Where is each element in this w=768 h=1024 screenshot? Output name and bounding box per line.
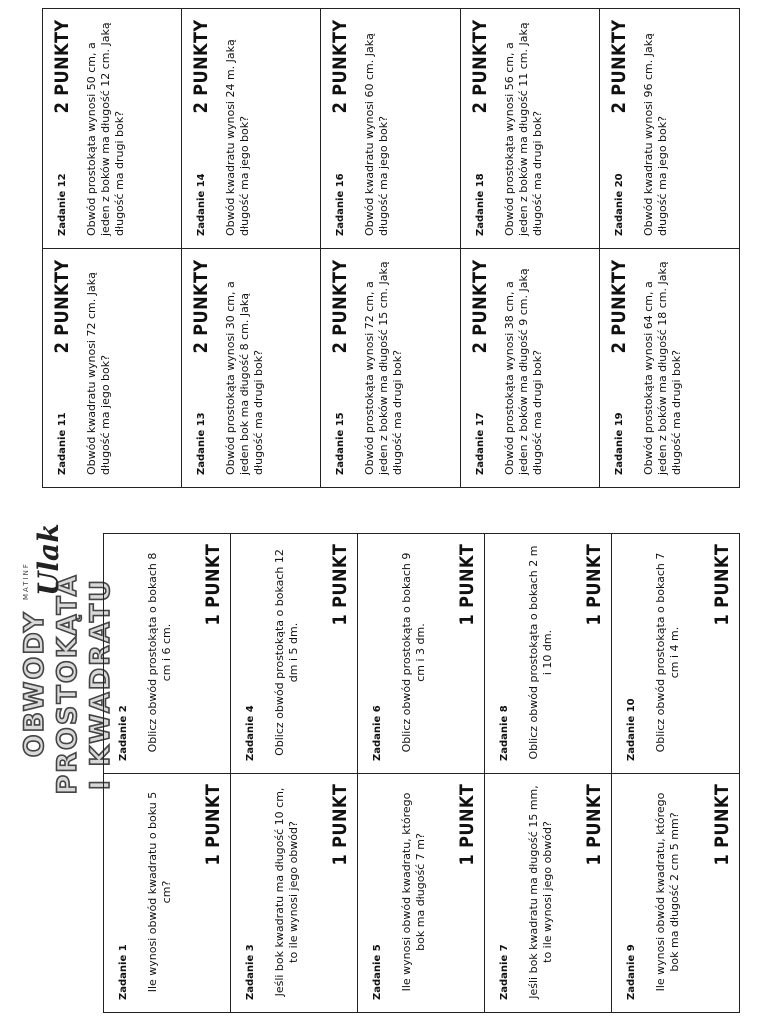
task-header: [190, 19, 214, 236]
task-cell: [43, 9, 182, 248]
task-question: Obwód kwadratu wynosi 72 cm. Jaką długość ma jego bok?: [85, 272, 112, 475]
task-cell: [485, 534, 612, 773]
task-cell: [321, 248, 460, 487]
task-label: Zadanie 11: [57, 412, 68, 475]
task-header: [329, 259, 353, 475]
task-cell: [43, 248, 182, 487]
task-header: [51, 19, 75, 236]
task-label: Zadanie 16: [335, 173, 347, 236]
task-header: [620, 544, 644, 761]
task-question: Oblicz obwód prostokąta o bokach 2 m i 10 dm.: [527, 545, 554, 760]
task-question: Oblicz obwód prostokąta o bokach 8 cm i 6 cm.: [146, 552, 173, 753]
task-points: 2 PUNKTY: [607, 259, 630, 353]
task-cell: [485, 773, 612, 1012]
task-points: 1 PUNKT: [202, 784, 224, 866]
task-points: 2 PUNKTY: [607, 19, 630, 113]
task-question: Ile wynosi obwód kwadratu, którego bok ma długość 7 m?: [400, 792, 427, 992]
task-points: 2 PUNKTY: [190, 19, 213, 113]
task-header: [620, 784, 644, 1000]
task-points: 1 PUNKT: [456, 784, 478, 866]
task-header: [493, 544, 517, 761]
task-cell: [182, 9, 321, 248]
task-points: 1 PUNKT: [202, 544, 224, 626]
task-label: Zadanie 17: [474, 412, 486, 475]
task-label: Zadanie 13: [196, 412, 208, 475]
task-label: Zadanie 7: [499, 944, 510, 1000]
task-header: [608, 259, 632, 475]
task-question: Obwód kwadratu wynosi 24 m. Jaką długość ma jego bok?: [224, 39, 252, 236]
task-header: [608, 19, 632, 236]
task-question: Obwód prostokąta wynosi 30 cm, a jeden bok ma długość 8 cm. Jaką długość ma drugi bok?: [224, 281, 266, 475]
task-question: Obwód prostokąta wynosi 38 cm, a jeden z boków ma długość 9 cm. Jaką długość ma drugi bok?: [502, 268, 544, 475]
task-cell: [612, 534, 739, 773]
task-label: Zadanie 3: [245, 944, 256, 1000]
task-label: Zadanie 10: [626, 698, 637, 761]
task-question: Obwód kwadratu wynosi 60 cm. Jaką długość ma jego bok?: [363, 33, 391, 236]
task-label: Zadanie 12: [57, 173, 68, 236]
task-cell: [461, 9, 600, 248]
task-points: 2 PUNKTY: [329, 19, 352, 113]
task-question: Obwód prostokąta wynosi 56 cm, a jeden z boków ma długość 11 cm. Jaką długość ma drugi bok?: [502, 22, 544, 236]
task-points: 2 PUNKTY: [51, 19, 73, 113]
task-cell: [612, 773, 739, 1012]
task-points: 2 PUNKTY: [468, 19, 491, 113]
task-label: Zadanie 9: [626, 944, 637, 1000]
task-question: Oblicz obwód prostokąta o bokach 9 cm i 3 dm.: [400, 552, 427, 753]
task-label: Zadanie 8: [499, 705, 510, 761]
task-header: [239, 544, 263, 761]
task-cell: [104, 534, 231, 773]
task-points: 1 PUNKT: [329, 544, 351, 626]
task-points: 1 PUNKT: [456, 544, 478, 626]
task-points: 2 PUNKTY: [51, 259, 73, 353]
task-header: [239, 784, 263, 1000]
task-header: [469, 19, 493, 236]
task-label: Zadanie 19: [613, 412, 625, 475]
task-header: [366, 544, 390, 761]
task-points: 2 PUNKTY: [329, 259, 352, 353]
task-question: Oblicz obwód prostokąta o bokach 12 dm i 5 dm.: [273, 549, 300, 756]
task-points: 1 PUNKT: [329, 784, 351, 866]
task-header: [190, 259, 214, 475]
logo-script-text: Ulak: [32, 523, 65, 596]
title-line-1: OBWODY PROSTOKĄTA: [19, 573, 83, 795]
task-cell: [358, 773, 485, 1012]
task-points: 1 PUNKT: [583, 544, 605, 626]
task-header: [51, 259, 75, 475]
task-label: Zadanie 2: [118, 705, 129, 761]
task-cell: [231, 773, 358, 1012]
task-cell: [461, 248, 600, 487]
task-points: 2 PUNKTY: [468, 259, 491, 353]
task-cell: [321, 9, 460, 248]
task-label: Zadanie 5: [372, 944, 383, 1000]
task-points: 1 PUNKT: [583, 784, 605, 866]
task-points: 2 PUNKTY: [190, 259, 213, 353]
task-question: Jeśli bok kwadratu ma długość 10 cm, to ile wynosi jego obwód?: [273, 787, 300, 997]
task-header: [366, 784, 390, 1000]
task-cell: [231, 534, 358, 773]
task-label: Zadanie 6: [372, 705, 383, 761]
tasks-table-2-punkty: [42, 8, 740, 488]
task-points: 1 PUNKT: [711, 784, 733, 866]
task-label: Zadanie 4: [245, 705, 256, 761]
task-header: [112, 784, 136, 1000]
tasks-table-1-punkt: [103, 533, 740, 1013]
task-cell: [358, 534, 485, 773]
task-cell: [600, 248, 739, 487]
task-cell: [182, 248, 321, 487]
task-question: Oblicz obwód prostokąta o bokach 7 cm i 4 m.: [654, 552, 681, 753]
task-label: Zadanie 14: [196, 173, 208, 236]
task-header: [112, 544, 136, 761]
task-points: 1 PUNKT: [711, 544, 733, 626]
task-question: Ile wynosi obwód kwadratu o boku 5 cm?: [146, 791, 173, 993]
brand-logo: [20, 523, 80, 604]
task-label: Zadanie 15: [335, 412, 347, 475]
task-cell: [600, 9, 739, 248]
task-header: [329, 19, 353, 236]
task-question: Obwód prostokąta wynosi 72 cm, a jeden z boków ma długość 15 cm. Jaką długość ma drugi bok?: [363, 261, 405, 475]
task-question: Jeśli bok kwadratu ma długość 15 mm, to ile wynosi jego obwód?: [527, 785, 554, 999]
task-label: Zadanie 1: [118, 944, 129, 1000]
task-cell: [104, 773, 231, 1012]
task-question: Obwód kwadratu wynosi 96 cm. Jaką długość ma jego bok?: [641, 33, 669, 236]
task-question: Obwód prostokąta wynosi 50 cm, a jeden z boków ma długość 12 cm. Jaką długość ma drugi bok?: [85, 22, 126, 236]
task-label: Zadanie 20: [613, 173, 625, 236]
title-line-2: I KWADRATU: [85, 577, 116, 791]
task-header: [469, 259, 493, 475]
task-question: Ile wynosi obwód kwadratu, którego bok ma długość 2 cm 5 mm?: [654, 792, 681, 992]
logo-arc-text: MATINF: [22, 562, 30, 600]
task-question: Obwód prostokąta wynosi 64 cm, a jeden z boków ma długość 18 cm. Jaką długość ma drugi bok?: [641, 261, 683, 475]
task-header: [493, 784, 517, 1000]
task-label: Zadanie 18: [474, 173, 486, 236]
